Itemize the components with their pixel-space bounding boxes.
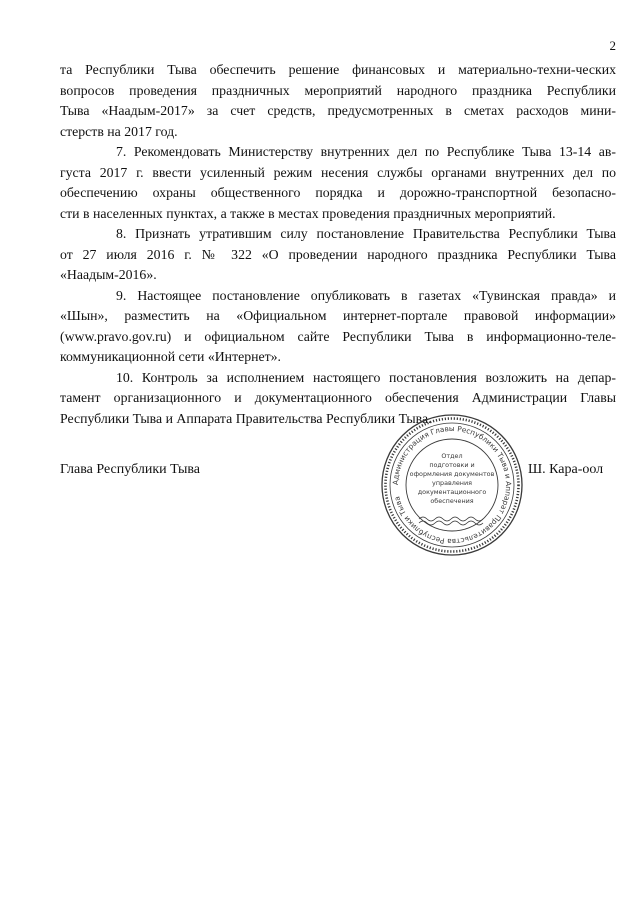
text-line: Республики Тыва и Аппарата Правительства Республики Тыва.	[60, 410, 432, 426]
stamp-center-line: документационного	[417, 488, 487, 496]
stamp-ornament-wave	[419, 517, 483, 521]
paragraph-item-7	[60, 142, 616, 224]
text-line: стерств на 2017 год.	[60, 123, 178, 139]
text-line: «Наадым-2016».	[60, 267, 157, 282]
text-line: та Республики Тыва обеспечить решение финансовых и материально-техни-ческих	[60, 62, 616, 77]
stamp-center-line: оформления документов	[409, 470, 495, 478]
text-line: обеспечению охраны общественного порядка и дорожно-транспортной безопасно-	[60, 185, 616, 200]
paragraph-item-10	[60, 368, 616, 430]
stamp-ring-text: Администрация Главы Республики Тыва и Аппарат Правительства Республики Тыва	[390, 423, 514, 547]
text-line: сти в населенных пунктах, а также в местах проведения праздничных мероприятий.	[60, 205, 556, 221]
text-line: тамент организационного и документационного обеспечения Администрации Главы	[60, 390, 616, 405]
signatory-position: Глава Республики Тыва	[60, 462, 201, 477]
page-number: 2	[609, 38, 616, 53]
stamp-center-line: подготовки и	[429, 461, 475, 469]
text-line: Тыва «Наадым-2017» за счет средств, предусмотренных в сметах расходов мини-	[60, 103, 616, 118]
text-line: коммуникационной сети «Интернет».	[60, 349, 282, 364]
text-line: вопросов проведения праздничных мероприятий народного праздника Республики	[60, 82, 616, 98]
official-stamp	[379, 412, 525, 558]
text-line: 7. Рекомендовать Министерству внутренних дел по Республике Тыва 13-14 ав-	[116, 144, 616, 159]
text-line: 8. Признать утратившим силу постановление Правительства Республики Тыва	[116, 226, 616, 241]
paragraph-item-8	[60, 224, 616, 286]
stamp-center-text	[410, 452, 495, 505]
stamp-center-line: управления	[432, 479, 472, 487]
stamp-ornament-wave	[419, 521, 483, 525]
stamp-center-line: Отдел	[441, 452, 463, 460]
paragraph-item-9	[60, 286, 616, 368]
stamp-center-line: обеспечения	[430, 497, 474, 505]
text-line: от 27 июля 2016 г. № 322 «О проведении народного праздника Республики Тыва	[60, 246, 616, 262]
text-line: 9. Настоящее постановление опубликовать в газетах «Тувинская правда» и	[116, 287, 616, 303]
signatory-name: Ш. Кара-оол	[528, 462, 604, 477]
text-line: 10. Контроль за исполнением настоящего постановления возложить на депар-	[116, 369, 616, 385]
text-line: (www.pravo.gov.ru) и официальном сайте Республики Тыва в информационно-теле-	[60, 328, 616, 344]
document-body	[60, 60, 616, 429]
text-line: «Шын», разместить на «Официальном интернет-портале правовой информации»	[60, 308, 616, 323]
text-line: густа 2017 г. ввести усиленный режим несения службы органами внутренних дел по	[60, 164, 616, 180]
paragraph-continuation	[60, 60, 616, 142]
